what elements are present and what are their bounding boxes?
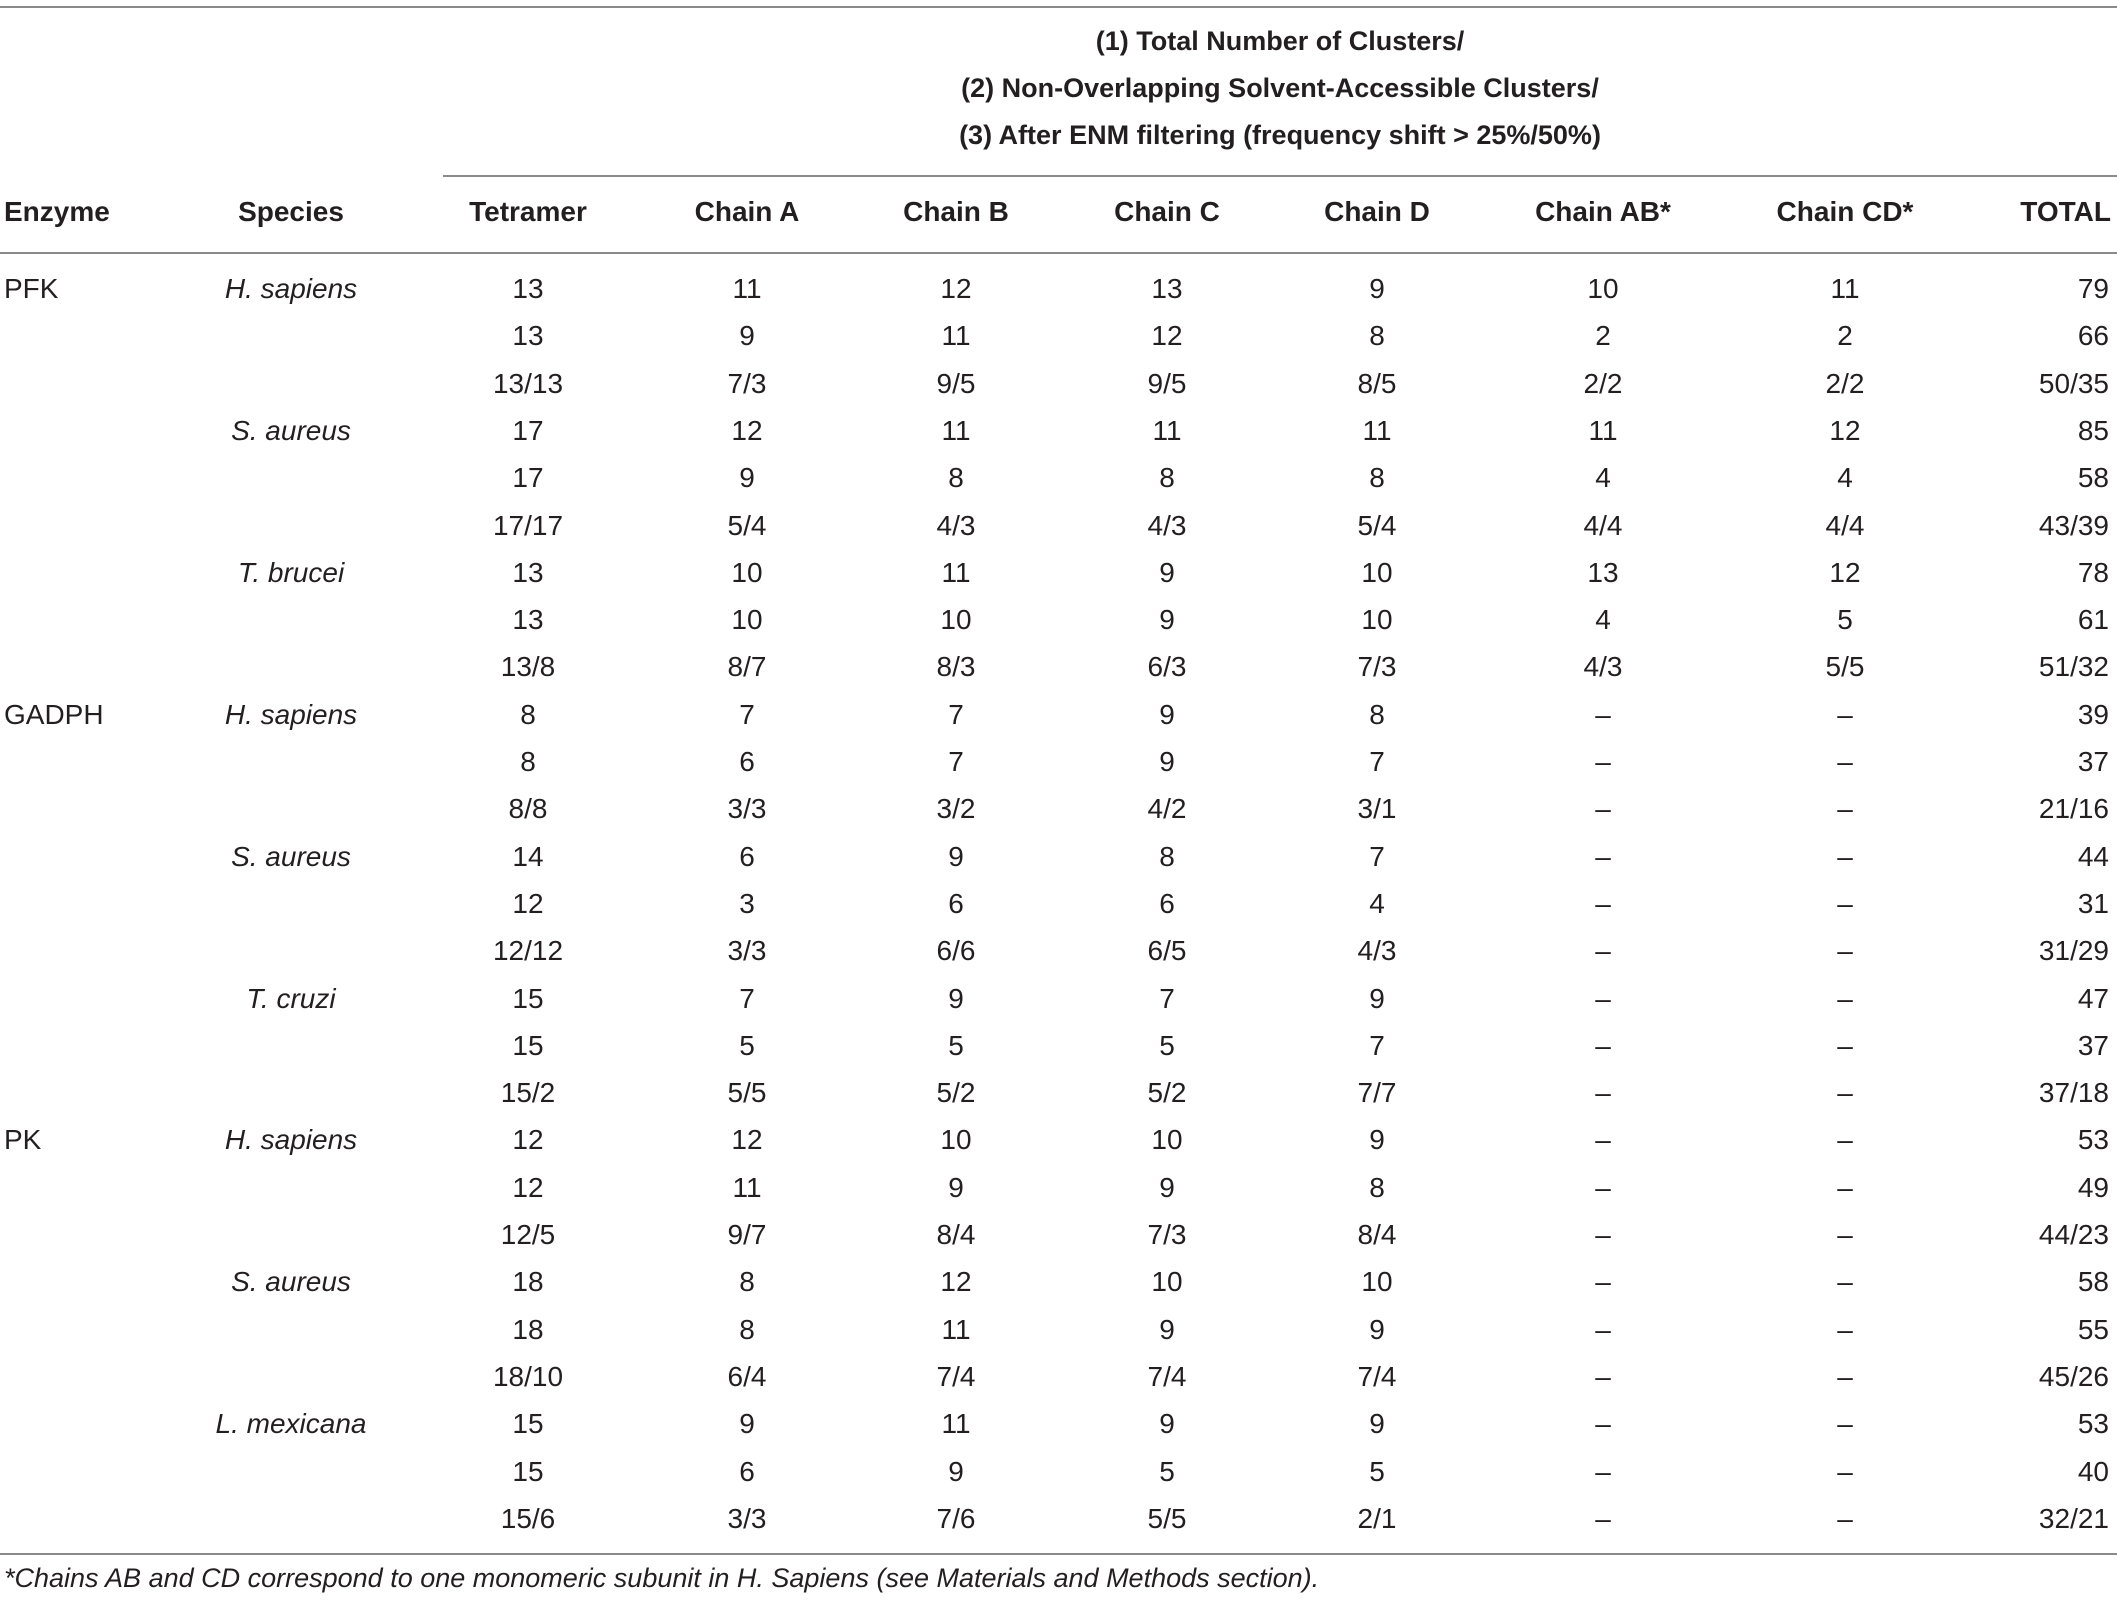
- value-cell: 15: [512, 1030, 544, 1061]
- value-cell: 9/7: [727, 1219, 767, 1250]
- value-cell: 9: [1369, 273, 1385, 304]
- value-cell: 4/3: [1357, 935, 1397, 966]
- value-cell: 3: [739, 888, 755, 919]
- value-cell: 5: [1369, 1456, 1385, 1487]
- enzyme-cell: PFK: [4, 273, 59, 304]
- value-cell: 21/16: [2038, 793, 2109, 824]
- value-cell: 7: [739, 699, 755, 730]
- value-cell: 18: [512, 1314, 544, 1345]
- value-cell: –: [1837, 1361, 1853, 1392]
- value-cell: 7/3: [1357, 651, 1397, 682]
- value-cell: 4/3: [936, 510, 976, 541]
- value-cell: 6: [1159, 888, 1175, 919]
- column-header: Chain D: [1324, 196, 1430, 227]
- value-cell: 3/3: [727, 935, 767, 966]
- table-bottom-rule: [0, 1553, 2117, 1555]
- value-cell: 53: [2077, 1408, 2109, 1439]
- value-cell: 11: [1152, 415, 1182, 446]
- value-cell: 58: [2077, 462, 2109, 493]
- column-header: Chain C: [1114, 196, 1220, 227]
- value-cell: –: [1595, 1314, 1611, 1345]
- column-header: Chain A: [694, 196, 800, 227]
- value-cell: 5/5: [1147, 1503, 1187, 1534]
- value-cell: 44: [2077, 841, 2109, 872]
- value-cell: 11: [941, 557, 971, 588]
- value-cell: 66: [2077, 320, 2109, 351]
- value-cell: 44/23: [2038, 1219, 2109, 1250]
- value-cell: 4/2: [1147, 793, 1187, 824]
- value-cell: 8: [520, 699, 536, 730]
- value-cell: 2: [1595, 320, 1611, 351]
- value-cell: 4/4: [1583, 510, 1623, 541]
- value-cell: 11: [941, 1314, 971, 1345]
- value-cell: 17: [512, 415, 544, 446]
- value-cell: 12: [1829, 415, 1861, 446]
- value-cell: 31/29: [2038, 935, 2109, 966]
- value-cell: –: [1837, 983, 1853, 1014]
- value-cell: 9: [1369, 1314, 1385, 1345]
- spanning-header-line-1: (1) Total Number of Clusters/: [1095, 26, 1465, 56]
- value-cell: 6/5: [1147, 935, 1187, 966]
- value-cell: 13: [512, 604, 544, 635]
- value-cell: 5: [948, 1030, 964, 1061]
- value-cell: 5: [1159, 1030, 1175, 1061]
- value-cell: 9: [1159, 1408, 1175, 1439]
- value-cell: 15: [512, 1408, 544, 1439]
- value-cell: 5/2: [1147, 1077, 1187, 1108]
- value-cell: 15: [512, 983, 544, 1014]
- value-cell: 13: [512, 320, 544, 351]
- value-cell: 6/6: [936, 935, 976, 966]
- value-cell: –: [1595, 888, 1611, 919]
- value-cell: 13: [1151, 273, 1183, 304]
- value-cell: 14: [512, 841, 544, 872]
- value-cell: 49: [2077, 1172, 2109, 1203]
- value-cell: 37/18: [2038, 1077, 2109, 1108]
- value-cell: 10: [1151, 1266, 1183, 1297]
- value-cell: 4: [1837, 462, 1853, 493]
- value-cell: 6: [739, 746, 755, 777]
- value-cell: 3/3: [727, 1503, 767, 1534]
- value-cell: –: [1837, 935, 1853, 966]
- column-header: TOTAL: [2020, 196, 2111, 227]
- value-cell: 53: [2077, 1124, 2109, 1155]
- value-cell: 3/3: [727, 793, 767, 824]
- value-cell: 13: [512, 557, 544, 588]
- value-cell: 7: [1159, 983, 1175, 1014]
- species-cell: S. aureus: [231, 1266, 351, 1297]
- spanning-header-line-3: (3) After ENM filtering (frequency shift > 25%/50%): [959, 120, 1601, 150]
- value-cell: –: [1595, 1456, 1611, 1487]
- value-cell: 2/2: [1583, 368, 1623, 399]
- species-cell: S. aureus: [231, 841, 351, 872]
- column-header: Species: [238, 196, 344, 227]
- value-cell: 9: [1369, 1408, 1385, 1439]
- value-cell: –: [1837, 699, 1853, 730]
- value-cell: 7/4: [1357, 1361, 1397, 1392]
- value-cell: 12: [1829, 557, 1861, 588]
- value-cell: 61: [2077, 604, 2109, 635]
- value-cell: 17/17: [492, 510, 564, 541]
- value-cell: 4/3: [1583, 651, 1623, 682]
- value-cell: 8/4: [936, 1219, 976, 1250]
- value-cell: 9/5: [1147, 368, 1187, 399]
- value-cell: 9: [1159, 746, 1175, 777]
- value-cell: 8/3: [936, 651, 976, 682]
- value-cell: 17: [512, 462, 544, 493]
- value-cell: –: [1595, 1361, 1611, 1392]
- value-cell: 11: [941, 1408, 971, 1439]
- value-cell: 8: [948, 462, 964, 493]
- value-cell: 45/26: [2038, 1361, 2109, 1392]
- value-cell: 7/3: [1147, 1219, 1187, 1250]
- table-footnote: *Chains AB and CD correspond to one monomeric subunit in H. Sapiens (see Materials and Methods section).: [4, 1563, 1320, 1593]
- value-cell: 8/5: [1357, 368, 1397, 399]
- value-cell: 6/4: [727, 1361, 767, 1392]
- value-cell: –: [1837, 1030, 1853, 1061]
- value-cell: 8: [1369, 320, 1385, 351]
- value-cell: 37: [2077, 1030, 2109, 1061]
- value-cell: 10: [731, 557, 763, 588]
- value-cell: 8: [1369, 699, 1385, 730]
- value-cell: 4: [1595, 462, 1611, 493]
- value-cell: 5/4: [727, 510, 767, 541]
- value-cell: 40: [2077, 1456, 2109, 1487]
- value-cell: 11: [941, 415, 971, 446]
- value-cell: –: [1595, 1503, 1611, 1534]
- value-cell: –: [1595, 1124, 1611, 1155]
- value-cell: 10: [1361, 604, 1393, 635]
- value-cell: 79: [2077, 273, 2109, 304]
- value-cell: –: [1837, 1456, 1853, 1487]
- value-cell: 18: [512, 1266, 544, 1297]
- value-cell: –: [1595, 1077, 1611, 1108]
- enzyme-cell: PK: [4, 1124, 42, 1155]
- value-cell: 11: [732, 273, 762, 304]
- enzyme-cell: GADPH: [4, 699, 104, 730]
- value-cell: 8: [739, 1314, 755, 1345]
- value-cell: 13: [1587, 557, 1619, 588]
- value-cell: 11: [1830, 273, 1860, 304]
- value-cell: 8/8: [508, 793, 548, 824]
- value-cell: 2: [1837, 320, 1853, 351]
- value-cell: 4: [1595, 604, 1611, 635]
- value-cell: 5: [1837, 604, 1853, 635]
- value-cell: –: [1837, 1408, 1853, 1439]
- value-cell: 43/39: [2038, 510, 2109, 541]
- value-cell: 7: [948, 699, 964, 730]
- value-cell: 12: [940, 1266, 972, 1297]
- value-cell: 9: [1159, 1314, 1175, 1345]
- value-cell: 12/12: [492, 935, 564, 966]
- value-cell: 12: [1151, 320, 1183, 351]
- value-cell: 8: [1369, 462, 1385, 493]
- value-cell: 9: [1159, 604, 1175, 635]
- value-cell: 12: [512, 1124, 544, 1155]
- value-cell: 2/1: [1357, 1503, 1397, 1534]
- value-cell: 7: [1369, 746, 1385, 777]
- value-cell: –: [1837, 1077, 1853, 1108]
- value-cell: 7: [739, 983, 755, 1014]
- value-cell: 5/2: [936, 1077, 976, 1108]
- value-cell: –: [1595, 1408, 1611, 1439]
- value-cell: 11: [732, 1172, 762, 1203]
- value-cell: 3/2: [936, 793, 976, 824]
- value-cell: 32/21: [2038, 1503, 2109, 1534]
- column-header: Enzyme: [4, 196, 110, 227]
- value-cell: 11: [1588, 415, 1618, 446]
- value-cell: 31: [2077, 888, 2109, 919]
- value-cell: 5/5: [727, 1077, 767, 1108]
- value-cell: 13/13: [492, 368, 564, 399]
- value-cell: 39: [2077, 699, 2109, 730]
- species-cell: S. aureus: [231, 415, 351, 446]
- species-cell: T. brucei: [237, 557, 345, 588]
- value-cell: 7/6: [936, 1503, 976, 1534]
- value-cell: 8: [1159, 841, 1175, 872]
- value-cell: –: [1595, 699, 1611, 730]
- value-cell: 13/8: [500, 651, 556, 682]
- value-cell: 6: [948, 888, 964, 919]
- value-cell: 10: [940, 1124, 972, 1155]
- table-top-rule: [0, 6, 2117, 8]
- value-cell: 9/5: [936, 368, 976, 399]
- value-cell: 8: [1159, 462, 1175, 493]
- value-cell: –: [1595, 1219, 1611, 1250]
- value-cell: 3/1: [1357, 793, 1397, 824]
- value-cell: 15/2: [500, 1077, 556, 1108]
- species-cell: H. sapiens: [224, 699, 358, 730]
- value-cell: 12: [731, 1124, 763, 1155]
- value-cell: 10: [1361, 557, 1393, 588]
- value-cell: 51/32: [2038, 651, 2109, 682]
- value-cell: –: [1837, 841, 1853, 872]
- value-cell: 9: [739, 462, 755, 493]
- value-cell: 9: [1369, 1124, 1385, 1155]
- value-cell: –: [1837, 793, 1853, 824]
- value-cell: –: [1837, 746, 1853, 777]
- value-cell: 7/4: [1147, 1361, 1187, 1392]
- value-cell: –: [1595, 983, 1611, 1014]
- value-cell: 12: [731, 415, 763, 446]
- value-cell: 10: [940, 604, 972, 635]
- column-header: Chain CD*: [1776, 196, 1914, 227]
- value-cell: 8: [739, 1266, 755, 1297]
- value-cell: 7/3: [727, 368, 767, 399]
- value-cell: 9: [948, 841, 964, 872]
- value-cell: 10: [1587, 273, 1619, 304]
- value-cell: 6/3: [1147, 651, 1187, 682]
- value-cell: 12: [512, 1172, 544, 1203]
- value-cell: –: [1837, 1219, 1853, 1250]
- column-header: Chain AB*: [1535, 196, 1671, 227]
- value-cell: 9: [1369, 983, 1385, 1014]
- value-cell: –: [1837, 1172, 1853, 1203]
- value-cell: 2/2: [1825, 368, 1865, 399]
- value-cell: 10: [1151, 1124, 1183, 1155]
- value-cell: 6: [739, 1456, 755, 1487]
- value-cell: 85: [2077, 415, 2109, 446]
- value-cell: 15/6: [500, 1503, 556, 1534]
- value-cell: 7: [948, 746, 964, 777]
- value-cell: 7/7: [1357, 1077, 1397, 1108]
- value-cell: 4: [1369, 888, 1385, 919]
- spanning-header-rule: [443, 175, 2117, 177]
- value-cell: 9: [1159, 557, 1175, 588]
- value-cell: 12: [940, 273, 972, 304]
- value-cell: 55: [2077, 1314, 2109, 1345]
- value-cell: 10: [731, 604, 763, 635]
- value-cell: 5: [739, 1030, 755, 1061]
- spanning-header: [443, 18, 2117, 159]
- value-cell: 7/4: [936, 1361, 976, 1392]
- value-cell: 9: [1159, 699, 1175, 730]
- species-cell: T. cruzi: [246, 983, 336, 1014]
- value-cell: 6: [739, 841, 755, 872]
- value-cell: 9: [948, 1456, 964, 1487]
- value-cell: 11: [1362, 415, 1392, 446]
- value-cell: –: [1595, 841, 1611, 872]
- value-cell: 9: [1159, 1172, 1175, 1203]
- value-cell: 5/4: [1357, 510, 1397, 541]
- species-cell: H. sapiens: [224, 273, 358, 304]
- species-cell: L. mexicana: [215, 1408, 367, 1439]
- value-cell: 47: [2077, 983, 2109, 1014]
- value-cell: 8: [520, 746, 536, 777]
- value-cell: 10: [1361, 1266, 1393, 1297]
- value-cell: 12/5: [500, 1219, 556, 1250]
- value-cell: 8: [1369, 1172, 1385, 1203]
- value-cell: –: [1837, 888, 1853, 919]
- value-cell: –: [1595, 935, 1611, 966]
- value-cell: 9: [739, 320, 755, 351]
- value-cell: –: [1595, 793, 1611, 824]
- column-header: Chain B: [903, 196, 1009, 227]
- column-header: Tetramer: [469, 196, 587, 227]
- value-cell: 8/4: [1357, 1219, 1397, 1250]
- value-cell: 50/35: [2038, 368, 2109, 399]
- value-cell: –: [1595, 1266, 1611, 1297]
- value-cell: 9: [948, 983, 964, 1014]
- value-cell: 13: [512, 273, 544, 304]
- header-rule: [0, 252, 2117, 254]
- value-cell: 7: [1369, 841, 1385, 872]
- value-cell: –: [1837, 1314, 1853, 1345]
- value-cell: 4/3: [1147, 510, 1187, 541]
- value-cell: 78: [2077, 557, 2109, 588]
- value-cell: –: [1837, 1124, 1853, 1155]
- value-cell: 58: [2077, 1266, 2109, 1297]
- value-cell: 4/4: [1825, 510, 1865, 541]
- value-cell: –: [1595, 746, 1611, 777]
- value-cell: 18/10: [492, 1361, 564, 1392]
- value-cell: 9: [948, 1172, 964, 1203]
- value-cell: –: [1595, 1172, 1611, 1203]
- value-cell: –: [1837, 1266, 1853, 1297]
- value-cell: 8/7: [727, 651, 767, 682]
- value-cell: –: [1837, 1503, 1853, 1534]
- value-cell: –: [1595, 1030, 1611, 1061]
- spanning-header-line-2: (2) Non-Overlapping Solvent-Accessible Clusters/: [961, 73, 1599, 103]
- value-cell: 15: [512, 1456, 544, 1487]
- value-cell: 37: [2077, 746, 2109, 777]
- value-cell: 5: [1159, 1456, 1175, 1487]
- value-cell: 7: [1369, 1030, 1385, 1061]
- species-cell: H. sapiens: [224, 1124, 358, 1155]
- value-cell: 5/5: [1825, 651, 1865, 682]
- value-cell: 11: [941, 320, 971, 351]
- value-cell: 12: [512, 888, 544, 919]
- value-cell: 9: [739, 1408, 755, 1439]
